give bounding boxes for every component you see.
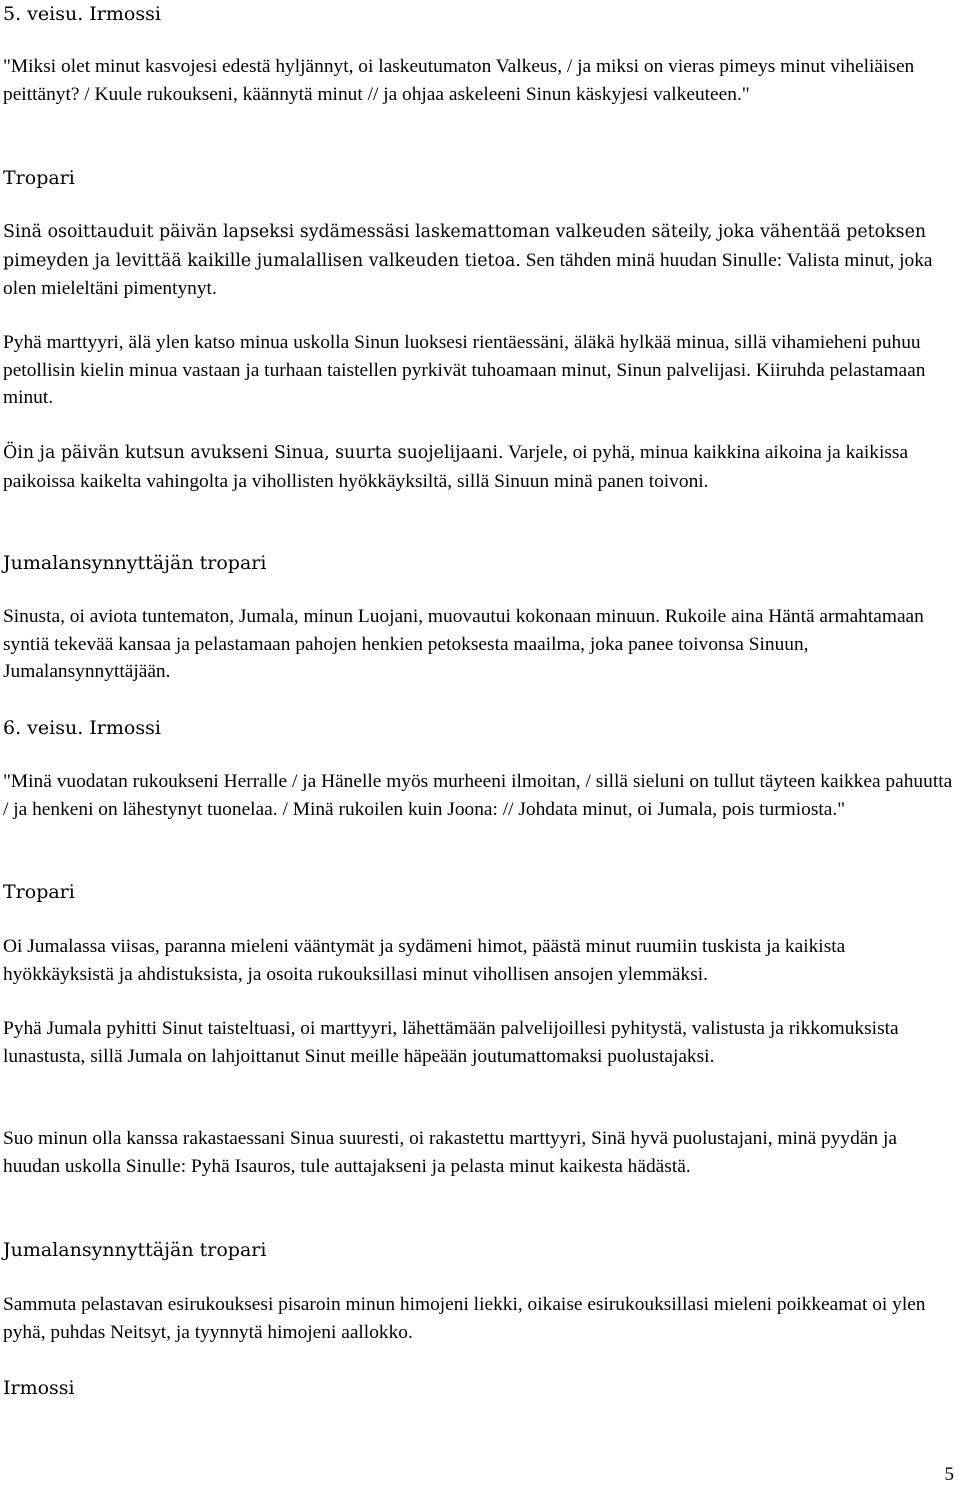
section-heading: 5. veisu. Irmossi: [3, 3, 161, 25]
page-number: 5: [944, 1464, 954, 1485]
paragraph-part: Varjele, oi pyhä, minua kaikkina aikoina ja kaikissa paikoissa kaikelta vahingolta ja vihollisten hyökkäyksiltä, sillä Sinuun minä panen toivoni.: [3, 442, 909, 492]
paragraph: "Miksi olet minut kasvojesi edestä hyljännyt, oi laskeutumaton Valkeus, / ja miksi on vieras pimeys minut viheliäisen peittänyt? / Kuule rukoukseni, käännytä minut // ja ohjaa askeleeni Sinun käskyjesi valkeuteen.": [3, 56, 915, 105]
section-heading: Tropari: [3, 167, 75, 189]
section-heading: Jumalansynnyttäjän tropari: [3, 1239, 267, 1261]
paragraph: [3, 218, 958, 303]
paragraph: Pyhä Jumala pyhitti Sinut taisteltuasi, oi marttyyri, lähettämään palvelijoillesi pyhitystä, valistusta ja rikkomuksista lunastusta, sillä Jumala on lahjoittanut Sinut meille häpeään joutumattomaksi puolustajaksi.: [3, 1018, 899, 1067]
paragraph: Oi Jumalassa viisas, paranna mieleni vääntymät ja sydämeni himot, päästä minut ruumiin tuskista ja kaikista hyökkäyksistä ja ahdistuksista, ja osoita rukouksillasi minut vihollisen ansojen ylemmäksi.: [3, 936, 846, 985]
paragraph: Sammuta pelastavan esirukouksesi pisaroin minun himojeni liekki, oikaise esirukouksillasi mieleni poikkeamat oi ylen pyhä, puhdas Neitsyt, ja tyynnytä himojeni aallokko.: [3, 1294, 926, 1343]
paragraph: Sinusta, oi aviota tuntematon, Jumala, minun Luojani, muovautui kokonaan minuun. Rukoile aina Häntä armahtamaan syntiä tekevää kansaa ja pelastamaan pahojen henkien petoksesta maailma, joka panee toivonsa Sinuun, Jumalansynnyttäjään.: [3, 606, 924, 682]
section-heading: Tropari: [3, 881, 75, 903]
section-heading: 6. veisu. Irmossi: [3, 717, 161, 739]
paragraph-part: Sinä osoittauduit päivän lapseksi sydämessäsi laskemattoman valkeuden säteily, joka vähentää petoksen pimeyden ja levittää kaikille jumalallisen valkeuden tietoa.: [3, 222, 927, 271]
paragraph: "Minä vuodatan rukoukseni Herralle / ja Hänelle myös murheeni ilmoitan, / sillä sieluni on tullut täyteen kaikkea pahuutta / ja henkeni on lähestynyt tuonelaa. / Minä rukoilen kuin Joona: // Johdata minut, oi Jumala, pois turmiosta.": [3, 771, 953, 820]
paragraph-part: Sen tähden minä huudan Sinulle: Valista minut, joka olen mieleltäni pimentynyt.: [3, 249, 933, 299]
paragraph: [3, 439, 958, 495]
paragraph: Pyhä marttyyri, älä ylen katso minua uskolla Sinun luoksesi rientäessäni, äläkä hylkää minua, sillä vihamieheni puhuu petollisin kielin minua vastaan ja turhaan taistellen pyrkivät tuhoamaan minut, Sinun palvelijasi. Kiiruhda pelastamaan minut.: [3, 332, 926, 408]
section-heading: Jumalansynnyttäjän tropari: [3, 552, 267, 574]
paragraph: Suo minun olla kanssa rakastaessani Sinua suuresti, oi rakastettu marttyyri, Sinä hyvä puolustajani, minä pyydän ja huudan uskolla Sinulle: Pyhä Isauros, tule auttajakseni ja pelasta minut kaikesta hädästä.: [3, 1128, 897, 1177]
section-heading: Irmossi: [3, 1377, 75, 1399]
paragraph-part: Öin ja päivän kutsun avukseni Sinua, suurta suojelijaani.: [3, 443, 504, 463]
